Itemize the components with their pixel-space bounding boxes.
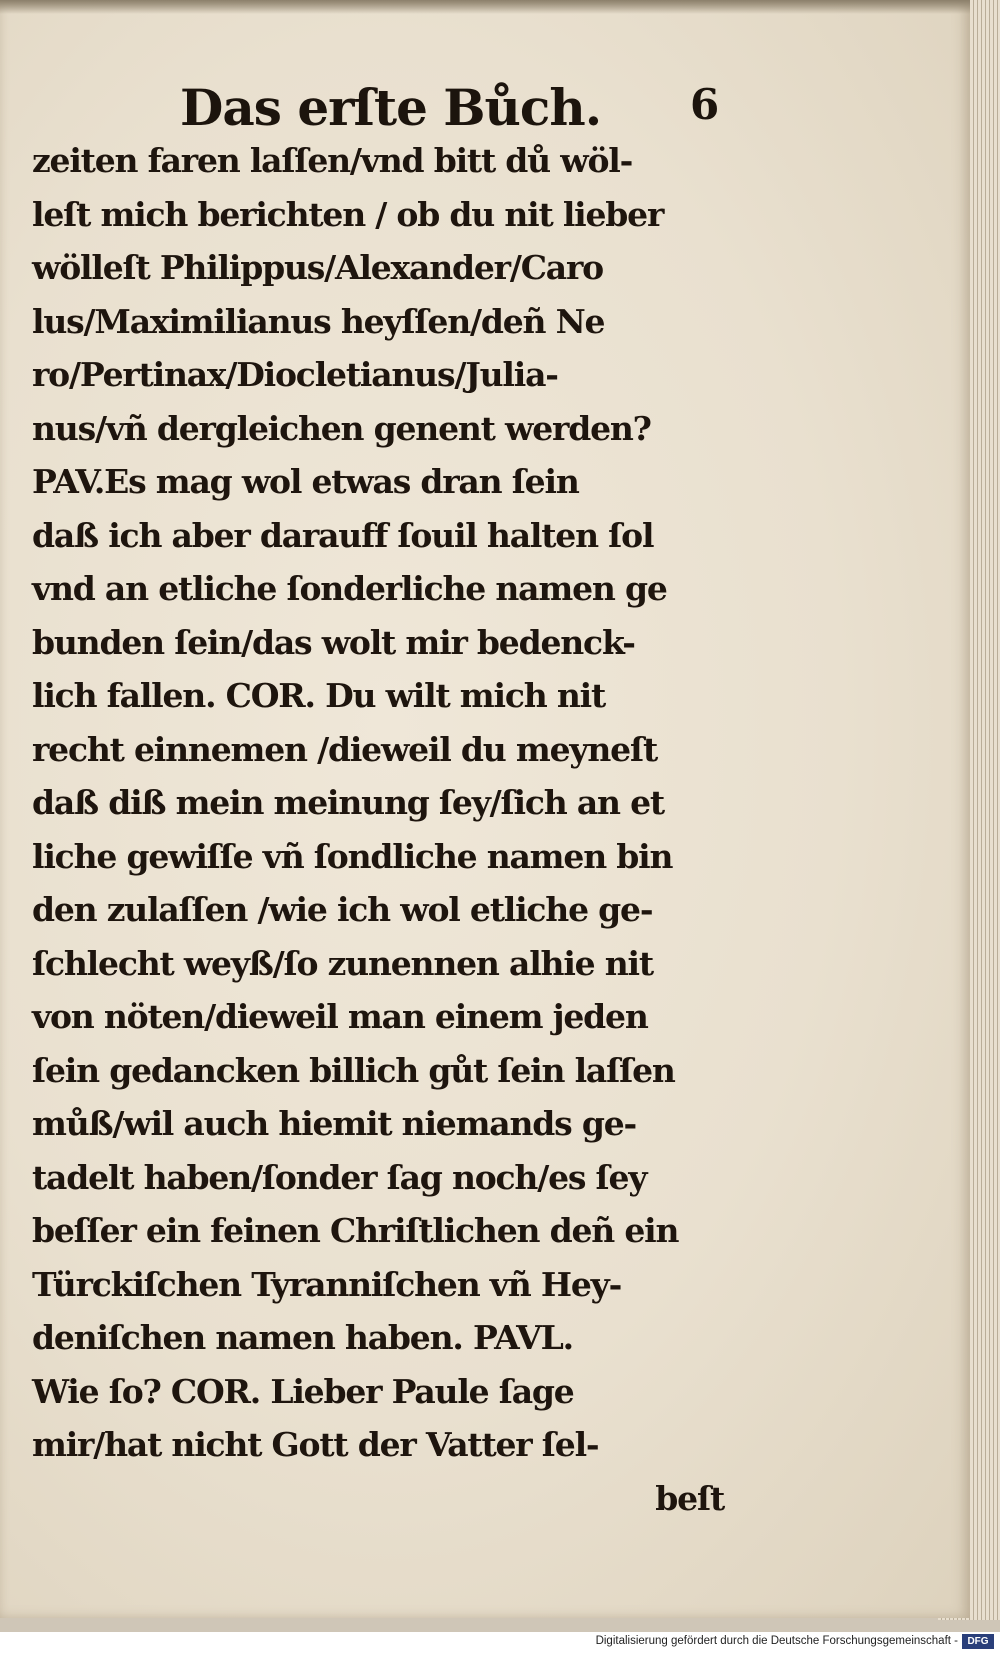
body-text (32, 134, 732, 1525)
text-line: zeiten faren laſſen/vnd bitt dů wöl- (32, 141, 633, 180)
text-line: daß diß mein meinung ſey/ſich an et (32, 783, 664, 822)
text-line: vnd an etliche ſonderliche namen ge (32, 569, 667, 608)
text-line: ro/Pertinax/Diocletianus/Julia- (32, 355, 558, 394)
top-edge-shadow (0, 0, 970, 14)
digitization-footer (0, 1632, 1000, 1653)
text-line: ſchlecht weyß/ſo zunennen alhie nit (32, 943, 653, 983)
text-line: deniſchen namen haben. PAVL. (32, 1318, 573, 1357)
text-line: leſt mich berichten / ob du nit lieber (32, 194, 664, 234)
text-line: beſſer ein feinen Chriſtlichen deñ ein (32, 1211, 679, 1250)
text-line: von nöten/dieweil man einem jeden (32, 997, 648, 1036)
text-line: můß/wil auch hiemit niemands ge- (32, 1104, 636, 1143)
text-line: liche gewiſſe vñ ſondliche namen bin (32, 836, 673, 876)
text-line: tadelt haben/ſonder ſag noch/es ſey (32, 1157, 647, 1197)
text-line: Türckiſchen Tyranniſchen vñ Hey- (32, 1264, 622, 1304)
dfg-logo: DFG (962, 1634, 994, 1649)
catchword: beſt (655, 1478, 724, 1518)
text-line: recht einnemen /dieweil du meyneſt (32, 729, 658, 769)
text-line: PAV.Es mag wol etwas dran ſein (32, 462, 579, 501)
footer-note: Digitalisierung gefördert durch die Deutsche Forschungsgemeinschaft - (595, 1635, 958, 1647)
text-line: lich fallen. COR. Du wilt mich nit (32, 676, 605, 715)
text-line: lus/Maximilianus heyſſen/deñ Ne (32, 301, 605, 341)
page-number: 6 (690, 80, 720, 129)
text-line: bunden ſein/das wolt mir bedenck- (32, 622, 635, 662)
text-line: ſein gedancken billich gůt ſein laſſen (32, 1050, 675, 1090)
text-line: daß ich aber darauff ſouil halten ſol (32, 515, 654, 555)
text-line: wölleſt Philippus/Alexander/Caro (32, 248, 603, 287)
running-head: Das erſte Bůch. (180, 78, 602, 137)
text-line: Wie ſo? COR. Lieber Paule ſage (32, 1371, 574, 1411)
text-line: den zulaſſen /wie ich wol etliche ge- (32, 890, 653, 929)
text-line: nus/vñ dergleichen genent werden? (32, 408, 651, 448)
text-line: mir/hat nicht Gott der Vatter ſel- (32, 1425, 599, 1464)
